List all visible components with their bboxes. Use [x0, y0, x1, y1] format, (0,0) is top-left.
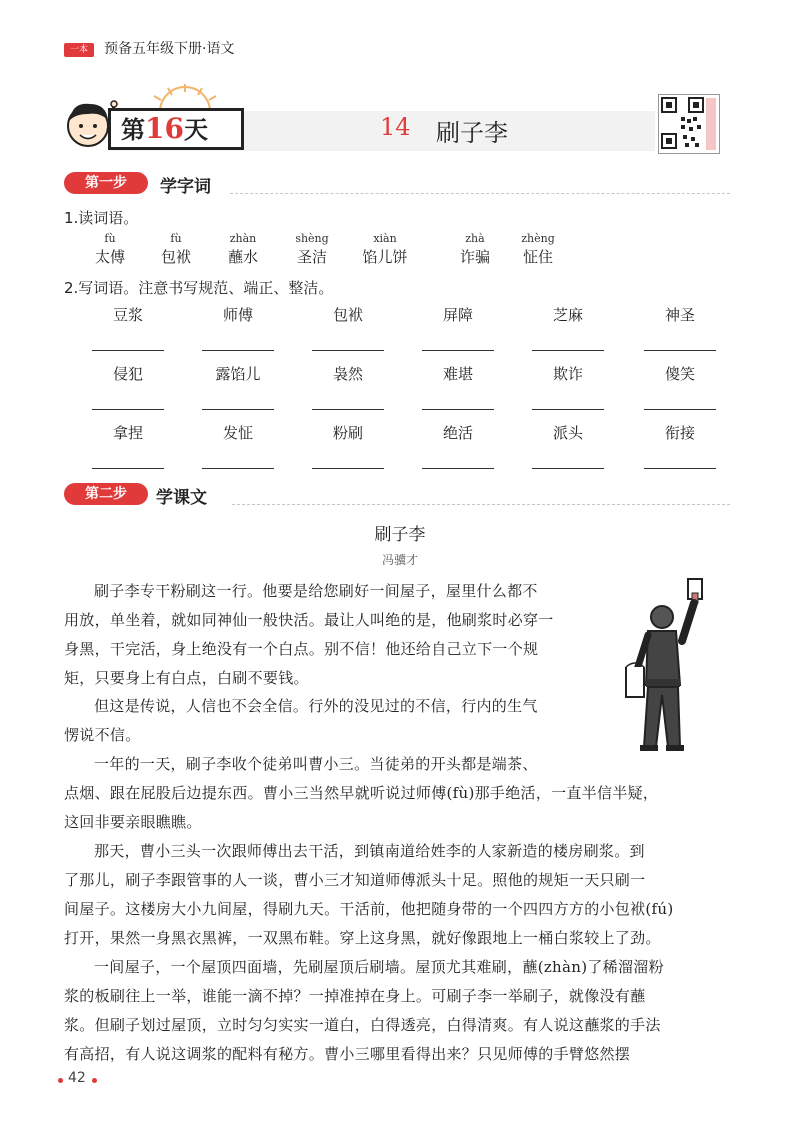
text-line: 了那儿，刷子李跟管事的人一谈，曹小三才知道师傅派头十足。照他的规矩一天只刷一	[64, 871, 646, 889]
write-answer-line[interactable]	[532, 409, 604, 410]
write-answer-line[interactable]	[532, 468, 604, 469]
write-word-prompt: 衔接	[664, 424, 695, 442]
write-answer-line[interactable]	[202, 409, 274, 410]
day-number: 16	[145, 112, 184, 145]
day-label	[108, 108, 244, 150]
text-paragraph	[64, 837, 674, 953]
section-divider	[232, 504, 730, 505]
write-word-prompt: 袅然	[332, 365, 363, 383]
text-line: 打开，果然一身黑衣黑裤，一双黑布鞋。穿上这身黑，就好像跟地上一桶白浆较上了劲。	[64, 929, 661, 947]
write-word-prompt: 粉刷	[332, 424, 363, 442]
question-1: 1.读词语。	[64, 209, 139, 227]
write-word-prompt: 神圣	[664, 306, 695, 324]
write-answer-line[interactable]	[92, 468, 164, 469]
write-word-prompt: 豆浆	[112, 306, 143, 324]
pinyin-label: shèng	[295, 232, 329, 245]
pinyin-label: fù	[170, 232, 182, 245]
write-word-prompt: 露馅儿	[215, 365, 261, 383]
read-word: 太傅	[94, 248, 125, 266]
write-word-prompt: 绝活	[442, 424, 473, 442]
write-answer-line[interactable]	[422, 350, 494, 351]
text-paragraph	[64, 577, 644, 693]
pinyin-label: xiàn	[373, 232, 397, 245]
text-line: 刷子李专干粉刷这一行。他要是给您刷好一间屋子，屋里什么都不	[94, 582, 538, 600]
text-line: 但这是传说，人信也不会全信。行外的没见过的不信，行内的生气	[94, 697, 538, 715]
step-two-badge: 第二步	[64, 483, 148, 505]
write-word-prompt: 拿捏	[112, 424, 143, 442]
step-two-title: 学课文	[156, 488, 207, 508]
text-paragraph	[64, 953, 664, 1069]
qr-code-icon[interactable]	[658, 94, 720, 154]
write-word-prompt: 侵犯	[112, 365, 143, 383]
text-line: 浆的板刷往上一举，谁能一滴不掉？一掉准掉在身上。可刷子李一举刷子，就像没有蘸	[64, 987, 646, 1005]
step-one-title: 学字词	[160, 177, 211, 197]
pinyin-label: fù	[104, 232, 116, 245]
page-number: 42	[68, 1070, 86, 1086]
write-word-prompt: 欺诈	[552, 365, 583, 383]
text-paragraph	[64, 692, 644, 750]
write-answer-line[interactable]	[644, 468, 716, 469]
read-word: 馅儿饼	[362, 248, 408, 266]
text-line: 这回非要亲眼瞧瞧。	[64, 813, 202, 831]
text-line: 间屋子。这楼房大小九间屋，得刷九天。干活前，他把随身带的一个四四方方的小包袱(fú)	[64, 900, 674, 918]
write-word-prompt: 芝麻	[552, 306, 583, 324]
write-answer-line[interactable]	[644, 350, 716, 351]
page-dot	[92, 1078, 97, 1083]
text-line: 一间屋子，一个屋顶四面墙，先刷屋顶后刷墙。屋顶尤其难刷，蘸(zhàn)了稀溜溜粉	[94, 958, 664, 976]
text-line: 点烟、跟在屁股后边提东西。曹小三当然早就听说过师傅(fù)那手绝活，一直半信半疑，	[64, 784, 659, 802]
write-answer-line[interactable]	[312, 350, 384, 351]
text-line: 矩，只要身上有白点，白刷不要钱。	[64, 669, 309, 687]
lesson-number: 14	[380, 113, 411, 141]
text-paragraph	[64, 750, 658, 837]
text-line: 一年的一天，刷子李收个徒弟叫曹小三。当徒弟的开头都是端茶、	[94, 755, 538, 773]
write-answer-line[interactable]	[312, 409, 384, 410]
read-word: 怔住	[522, 248, 553, 266]
write-word-prompt: 屏障	[442, 306, 473, 324]
read-word: 诈骗	[459, 248, 490, 266]
question-2: 2.写词语。注意书写规范、端正、整洁。	[64, 279, 334, 297]
write-answer-line[interactable]	[92, 409, 164, 410]
write-answer-line[interactable]	[422, 409, 494, 410]
write-answer-line[interactable]	[532, 350, 604, 351]
pinyin-label: zhàn	[229, 232, 257, 245]
write-word-prompt: 师傅	[222, 306, 253, 324]
read-word: 圣洁	[296, 248, 327, 266]
write-answer-line[interactable]	[312, 468, 384, 469]
day-prefix: 第	[121, 115, 145, 144]
lesson-title: 刷子李	[436, 119, 508, 147]
write-answer-line[interactable]	[644, 409, 716, 410]
text-line: 有高招，有人说这调浆的配料有秘方。曹小三哪里看得出来？只见师傅的手臂悠然摆	[64, 1045, 631, 1063]
pinyin-label: zhà	[465, 232, 485, 245]
pinyin-label: zhèng	[521, 232, 555, 245]
write-word-prompt: 派头	[552, 424, 583, 442]
write-answer-line[interactable]	[202, 468, 274, 469]
brand-logo: 一本	[64, 43, 94, 57]
text-line: 那天，曹小三头一次跟师傅出去干活，到镇南道给姓李的人家新造的楼房刷浆。到	[94, 842, 645, 860]
write-word-prompt: 难堪	[442, 365, 473, 383]
write-answer-line[interactable]	[422, 468, 494, 469]
write-word-prompt: 发怔	[222, 424, 253, 442]
text-line: 身黑，干完活，身上绝没有一个白点。别不信！他还给自己立下一个规	[64, 640, 539, 658]
read-word: 蘸水	[227, 248, 258, 266]
text-line: 用放，单坐着，就如同神仙一般快活。最让人叫绝的是，他刷浆时必穿一	[64, 611, 554, 629]
section-divider	[230, 193, 730, 194]
text-title: 刷子李	[374, 525, 426, 545]
book-title: 预备五年级下册·语文	[104, 41, 235, 57]
day-suffix: 天	[183, 115, 208, 144]
write-word-prompt: 傻笑	[664, 365, 695, 383]
read-word: 包袱	[160, 248, 191, 266]
text-author: 冯骥才	[381, 553, 418, 567]
text-line: 愣说不信。	[64, 726, 141, 744]
step-one-badge: 第一步	[64, 172, 148, 194]
text-line: 浆。但刷子划过屋顶，立时匀匀实实一道白，白得透亮，白得清爽。有人说这蘸浆的手法	[64, 1016, 661, 1034]
write-answer-line[interactable]	[92, 350, 164, 351]
write-word-prompt: 包袱	[332, 306, 363, 324]
write-answer-line[interactable]	[202, 350, 274, 351]
page-dot	[58, 1078, 63, 1083]
